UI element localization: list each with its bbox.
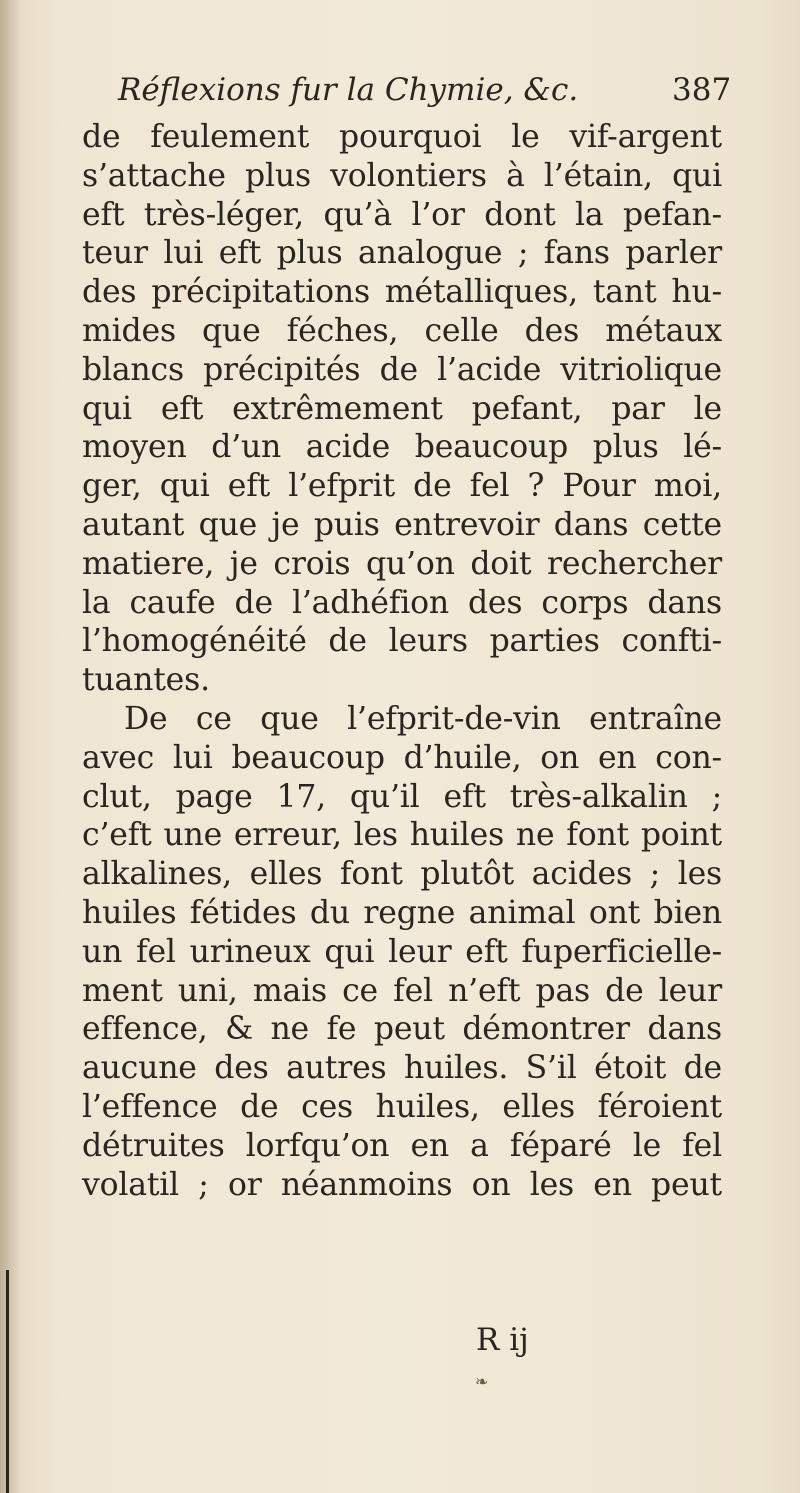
running-title: Réflexions fur la Chymie, &c. xyxy=(118,72,579,108)
text-line: effence, & ne fe peut démontrer dans xyxy=(82,1011,722,1048)
text-line: mides que féches, celle des métaux xyxy=(82,312,722,349)
text-line: avec lui beaucoup d’huile, on en con- xyxy=(82,739,722,776)
text-line: clut, page 17, qu’il eft très-alkalin ; xyxy=(82,778,722,815)
text-line: un fel urineux qui leur eft fuperficielle- xyxy=(82,933,722,970)
text-line: huiles fétides du regne animal ont bien xyxy=(82,894,722,931)
text-line: la caufe de l’adhéfion des corps dans xyxy=(82,584,722,621)
text-line: matiere, je crois qu’on doit rechercher xyxy=(82,545,722,582)
text-line: tuantes. xyxy=(82,662,210,699)
text-line: s’attache plus volontiers à l’étain, qui xyxy=(82,157,722,194)
signature-mark: R ij xyxy=(476,1322,529,1358)
text-line: ment uni, mais ce fel n’eft pas de leur xyxy=(82,972,722,1009)
text-line: qui eft extrêmement pefant, par le xyxy=(82,390,722,427)
text-line: l’effence de ces huiles, elles féroient xyxy=(82,1088,722,1125)
text-line: autant que je puis entrevoir dans cette xyxy=(82,506,722,543)
text-line: des précipitations métalliques, tant hu- xyxy=(82,274,722,311)
text-line: de feulement pourquoi le vif-argent xyxy=(82,119,722,155)
text-line: blancs précipités de l’acide vitriolique xyxy=(82,351,722,388)
text-line: ger, qui eft l’efprit de fel ? Pour moi, xyxy=(82,468,722,505)
text-line: De ce que l’efprit-de-vin entraîne xyxy=(124,700,722,737)
ornament-icon: ❧ xyxy=(475,1372,489,1391)
page-edge xyxy=(6,1270,9,1493)
text-line: teur lui eft plus analogue ; fans parler xyxy=(82,235,722,272)
text-line: aucune des autres huiles. S’il étoit de xyxy=(82,1050,722,1087)
text-line: volatil ; or néanmoins on les en peut xyxy=(82,1166,722,1203)
text-line: moyen d’un acide beaucoup plus lé- xyxy=(82,429,722,466)
gutter-shadow xyxy=(0,0,22,1493)
page-number: 387 xyxy=(672,72,732,108)
text-line: l’homogénéité de leurs parties confti- xyxy=(82,623,722,660)
paragraph-2 xyxy=(82,700,722,1204)
text-line: détruites lorfqu’on en a féparé le fel xyxy=(82,1127,722,1164)
text-line: alkalines, elles font plutôt acides ; les xyxy=(82,856,722,893)
paragraph-1 xyxy=(82,118,722,700)
text-line: c’eft une erreur, les huiles ne font point xyxy=(82,817,722,854)
running-header xyxy=(118,72,732,122)
body-text xyxy=(82,118,722,1204)
text-line: eft très-léger, qu’à l’or dont la pefan- xyxy=(82,196,722,233)
